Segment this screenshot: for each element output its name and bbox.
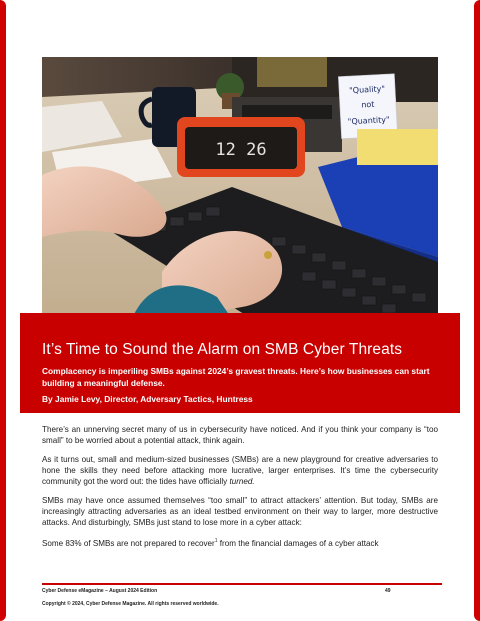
footnote-reference[interactable]: 1 [214,538,218,545]
article-body [42,424,438,557]
footer-divider [42,583,442,585]
svg-text:"Quantity": "Quantity" [347,115,390,127]
svg-text:"Quality": "Quality" [348,84,386,96]
paragraph-1: There’s an unnerving secret many of us in cybersecurity have noticed. And if you think your company is “too small” to be worried about a potential attack, think again. [42,425,438,446]
hero-photo [42,57,438,319]
article-header-banner [20,313,460,413]
article-byline: By Jamie Levy, Director, Adversary Tactics, Huntress [42,394,253,404]
article-title: It’s Time to Sound the Alarm on SMB Cyber Threats [42,341,403,358]
article-subtitle: Complacency is imperiling SMBs against 2024’s gravest threats. Here’s how businesses can start building a meaningful defense. [42,366,430,388]
alarm-clock [177,117,305,177]
right-edge-bar [474,0,480,621]
hero-photo-illustration [42,57,438,319]
footer-copyright: Copyright © 2024, Cyber Defense Magazine. All rights reserved worldwide. [42,601,219,607]
paragraph-4: Some 83% of SMBs are not prepared to recover$^1$ from the financial damages of a cyber attack [42,538,379,549]
paragraph-2: As it turns out, small and medium-sized businesses (SMBs) are a new playground for creative adversaries to hone the skills they need before attacking more lucrative, larger enterprises. It’s time the cybersecurity community got the word out: the tides have officially turned. [42,454,438,487]
footer-edition: Cyber Defense eMagazine – August 2024 Edition [42,588,158,594]
paragraph-3: SMBs may have once assumed themselves “too small” to attract attackers’ attention. But today, SMBs are increasingly attracting adversaries as an ideal testbed environment on their way to larger, more destructive attacks. And disturbingly, SMBs just stand to lose more in a cyber attack: [42,496,438,528]
left-edge-bar [0,0,6,621]
svg-text:12 26: 12 26 [215,140,267,160]
page-number: 49 [385,588,391,594]
emphasis-turned: turned. [229,477,255,487]
svg-text:not: not [361,99,375,110]
sticky-note [338,74,397,139]
